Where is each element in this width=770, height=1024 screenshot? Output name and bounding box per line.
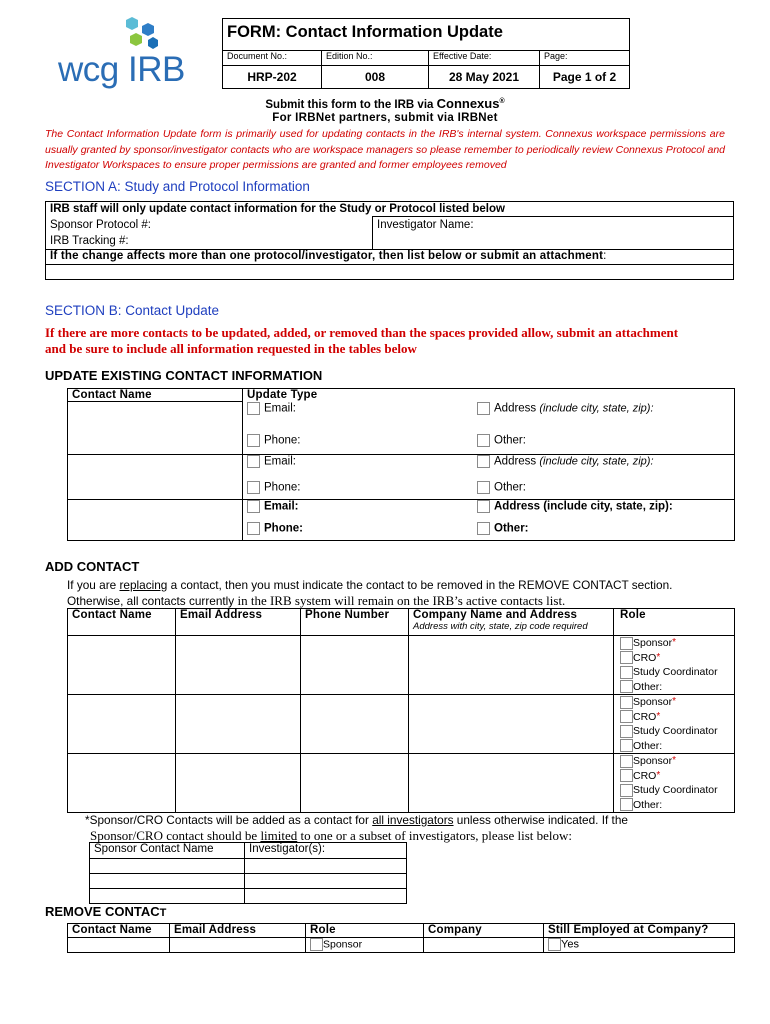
update-email-3[interactable]: Email: <box>243 500 474 523</box>
remove-col-role: Role <box>306 924 424 938</box>
cro-checkbox[interactable] <box>620 769 633 782</box>
multi-protocol-note: If the change affects more than one protocol/investigator, then list below or submit an attachment: <box>46 249 734 264</box>
add-contact-instruction: If you are replacing a contact, then you must indicate the contact to be removed in the REMOVE CONTACT section. Otherwise, all contacts currently in the IRB system will remain on the IRB’s active contacts list. <box>67 578 673 608</box>
update-other-3[interactable]: Other: <box>473 522 735 540</box>
submit-instruction <box>0 96 770 111</box>
edition-no-value: 008 <box>322 66 429 89</box>
update-existing-table <box>67 388 735 541</box>
update-phone-1[interactable]: Phone: <box>243 434 474 455</box>
other-checkbox[interactable] <box>477 522 490 535</box>
update-phone-3[interactable]: Phone: <box>243 522 474 540</box>
edition-no-label: Edition No.: <box>322 51 429 66</box>
add-company-2[interactable] <box>409 695 614 754</box>
update-contact-name-3[interactable] <box>68 500 243 541</box>
section-a-title: SECTION A: Study and Protocol Information <box>45 179 310 194</box>
add-role-1[interactable]: Sponsor* CRO* Study Coordinator Other: <box>614 636 735 695</box>
add-phone-1[interactable] <box>301 636 409 695</box>
other-checkbox[interactable] <box>477 481 490 494</box>
phone-checkbox[interactable] <box>247 434 260 447</box>
sponsor-contact-cell-3[interactable] <box>90 889 245 904</box>
sponsor-cro-footnote: *Sponsor/CRO Contacts will be added as a contact for all investigators unless otherwise indicated. If the Sponsor/CRO contact should be limited to one or a subset of investigators, please list below: <box>85 813 628 843</box>
other-role-checkbox[interactable] <box>620 739 633 752</box>
document-no-label: Document No.: <box>223 51 322 66</box>
document-no-value: HRP-202 <box>223 66 322 89</box>
investigator-cell-2[interactable] <box>245 874 407 889</box>
form-title: FORM: Contact Information Update <box>223 19 630 51</box>
update-contact-name-2[interactable] <box>68 455 243 500</box>
add-col-email: Email Address <box>176 609 301 636</box>
investigator-cell-1[interactable] <box>245 859 407 874</box>
email-checkbox[interactable] <box>247 500 260 513</box>
remove-col-still-employed: Still Employed at Company? <box>544 924 735 938</box>
irb-staff-note: IRB staff will only update contact information for the Study or Protocol listed below <box>46 202 734 217</box>
address-checkbox[interactable] <box>477 500 490 513</box>
document-header-table <box>222 18 630 89</box>
sponsor-contact-cell-2[interactable] <box>90 874 245 889</box>
sponsor-investigator-table <box>89 842 407 904</box>
sponsor-checkbox[interactable] <box>620 696 633 709</box>
add-phone-2[interactable] <box>301 695 409 754</box>
update-col-type: Update Type <box>243 389 735 402</box>
phone-checkbox[interactable] <box>247 522 260 535</box>
sponsor-checkbox[interactable] <box>310 938 323 951</box>
registered-mark: ® <box>499 98 505 106</box>
add-role-2[interactable]: Sponsor* CRO* Study Coordinator Other: <box>614 695 735 754</box>
update-email-1[interactable]: Email: <box>243 402 474 434</box>
section-a-table <box>45 201 734 280</box>
sub-col-sponsor-contact: Sponsor Contact Name <box>90 843 245 859</box>
irbnet-instruction: For IRBNet partners, submit via IRBNet <box>272 112 498 124</box>
update-email-2[interactable]: Email: <box>243 455 474 482</box>
other-role-checkbox[interactable] <box>620 680 633 693</box>
remove-role-1[interactable]: Sponsor <box>306 938 424 953</box>
add-email-2[interactable] <box>176 695 301 754</box>
add-company-3[interactable] <box>409 754 614 813</box>
submit-prefix: Submit this form to the IRB via <box>265 99 437 111</box>
sponsor-checkbox[interactable] <box>620 637 633 650</box>
add-company-1[interactable] <box>409 636 614 695</box>
add-phone-3[interactable] <box>301 754 409 813</box>
add-contact-name-1[interactable] <box>68 636 176 695</box>
remove-contact-name-1[interactable] <box>68 938 170 953</box>
add-col-contact-name: Contact Name <box>68 609 176 636</box>
update-contact-name-1[interactable] <box>68 402 243 455</box>
add-role-3[interactable]: Sponsor* CRO* Study Coordinator Other: <box>614 754 735 813</box>
intro-paragraph: The Contact Information Update form is primarily used for updating contacts in the IRB's internal system. Connexus workspace permissions are usually granted by sponsor/investigator contacts who are workspace managers so please remember to periodically review Connexus Protocol and Investigator Workspaces to ensure proper permissions are granted and former employees removed <box>45 128 725 171</box>
add-email-3[interactable] <box>176 754 301 813</box>
page-label: Page: <box>540 51 630 66</box>
email-checkbox[interactable] <box>247 402 260 415</box>
add-col-role: Role <box>614 609 735 636</box>
section-b-title: SECTION B: Contact Update <box>45 303 220 318</box>
other-role-checkbox[interactable] <box>620 798 633 811</box>
investigator-name-label: Investigator Name: <box>377 219 474 231</box>
update-phone-2[interactable]: Phone: <box>243 481 474 499</box>
study-coordinator-checkbox[interactable] <box>620 784 633 797</box>
remove-company-1[interactable] <box>424 938 544 953</box>
effective-date-value: 28 May 2021 <box>429 66 540 89</box>
investigator-cell-3[interactable] <box>245 889 407 904</box>
update-address-1[interactable]: Address (include city, state, zip): <box>473 402 735 434</box>
sponsor-protocol-field[interactable] <box>46 217 373 250</box>
cro-checkbox[interactable] <box>620 710 633 723</box>
section-b-warning: If there are more contacts to be updated, added, or removed than the spaces provided allow, submit an attachment and be sure to include all information requested in the tables below <box>45 325 679 356</box>
sponsor-protocol-label: Sponsor Protocol #: <box>50 218 152 231</box>
update-other-1[interactable]: Other: <box>473 434 735 455</box>
update-address-2[interactable]: Address (include city, state, zip): <box>473 455 735 482</box>
address-checkbox[interactable] <box>477 402 490 415</box>
add-contact-heading: ADD CONTACT <box>45 559 140 574</box>
add-contact-name-3[interactable] <box>68 754 176 813</box>
sponsor-checkbox[interactable] <box>620 755 633 768</box>
add-contact-table <box>67 608 735 813</box>
update-other-2[interactable]: Other: <box>473 481 735 499</box>
remove-contact-heading: REMOVE CONTACT <box>45 904 167 919</box>
add-col-phone: Phone Number <box>301 609 409 636</box>
add-contact-name-2[interactable] <box>68 695 176 754</box>
remove-col-company: Company <box>424 924 544 938</box>
multi-protocol-entry[interactable] <box>46 264 734 279</box>
remove-email-1[interactable] <box>170 938 306 953</box>
effective-date-label: Effective Date: <box>429 51 540 66</box>
other-checkbox[interactable] <box>477 434 490 447</box>
study-coordinator-checkbox[interactable] <box>620 725 633 738</box>
address-checkbox[interactable] <box>477 455 490 468</box>
remove-col-email: Email Address <box>170 924 306 938</box>
add-email-1[interactable] <box>176 636 301 695</box>
remove-col-contact-name: Contact Name <box>68 924 170 938</box>
wcg-irb-logo <box>58 16 198 96</box>
sponsor-contact-cell-1[interactable] <box>90 859 245 874</box>
update-address-3[interactable]: Address (include city, state, zip): <box>473 500 735 523</box>
irb-tracking-label: IRB Tracking #: <box>50 234 129 247</box>
sub-col-investigators: Investigator(s): <box>245 843 407 859</box>
phone-checkbox[interactable] <box>247 481 260 494</box>
logo-wordmark: wcg IRB <box>58 50 185 89</box>
remove-still-employed-1[interactable]: Yes <box>544 938 735 953</box>
cro-checkbox[interactable] <box>620 651 633 664</box>
email-checkbox[interactable] <box>247 455 260 468</box>
update-col-contact-name: Contact Name <box>68 389 243 402</box>
update-existing-heading: UPDATE EXISTING CONTACT INFORMATION <box>45 368 323 383</box>
remove-contact-table <box>67 923 735 953</box>
connexus-link[interactable]: Connexus <box>436 96 500 111</box>
investigator-name-field[interactable] <box>373 217 734 250</box>
add-col-company: Company Name and Address Address with city, state, zip code required <box>409 609 614 636</box>
page-number-value: Page 1 of 2 <box>540 66 630 89</box>
yes-checkbox[interactable] <box>548 938 561 951</box>
study-coordinator-checkbox[interactable] <box>620 666 633 679</box>
